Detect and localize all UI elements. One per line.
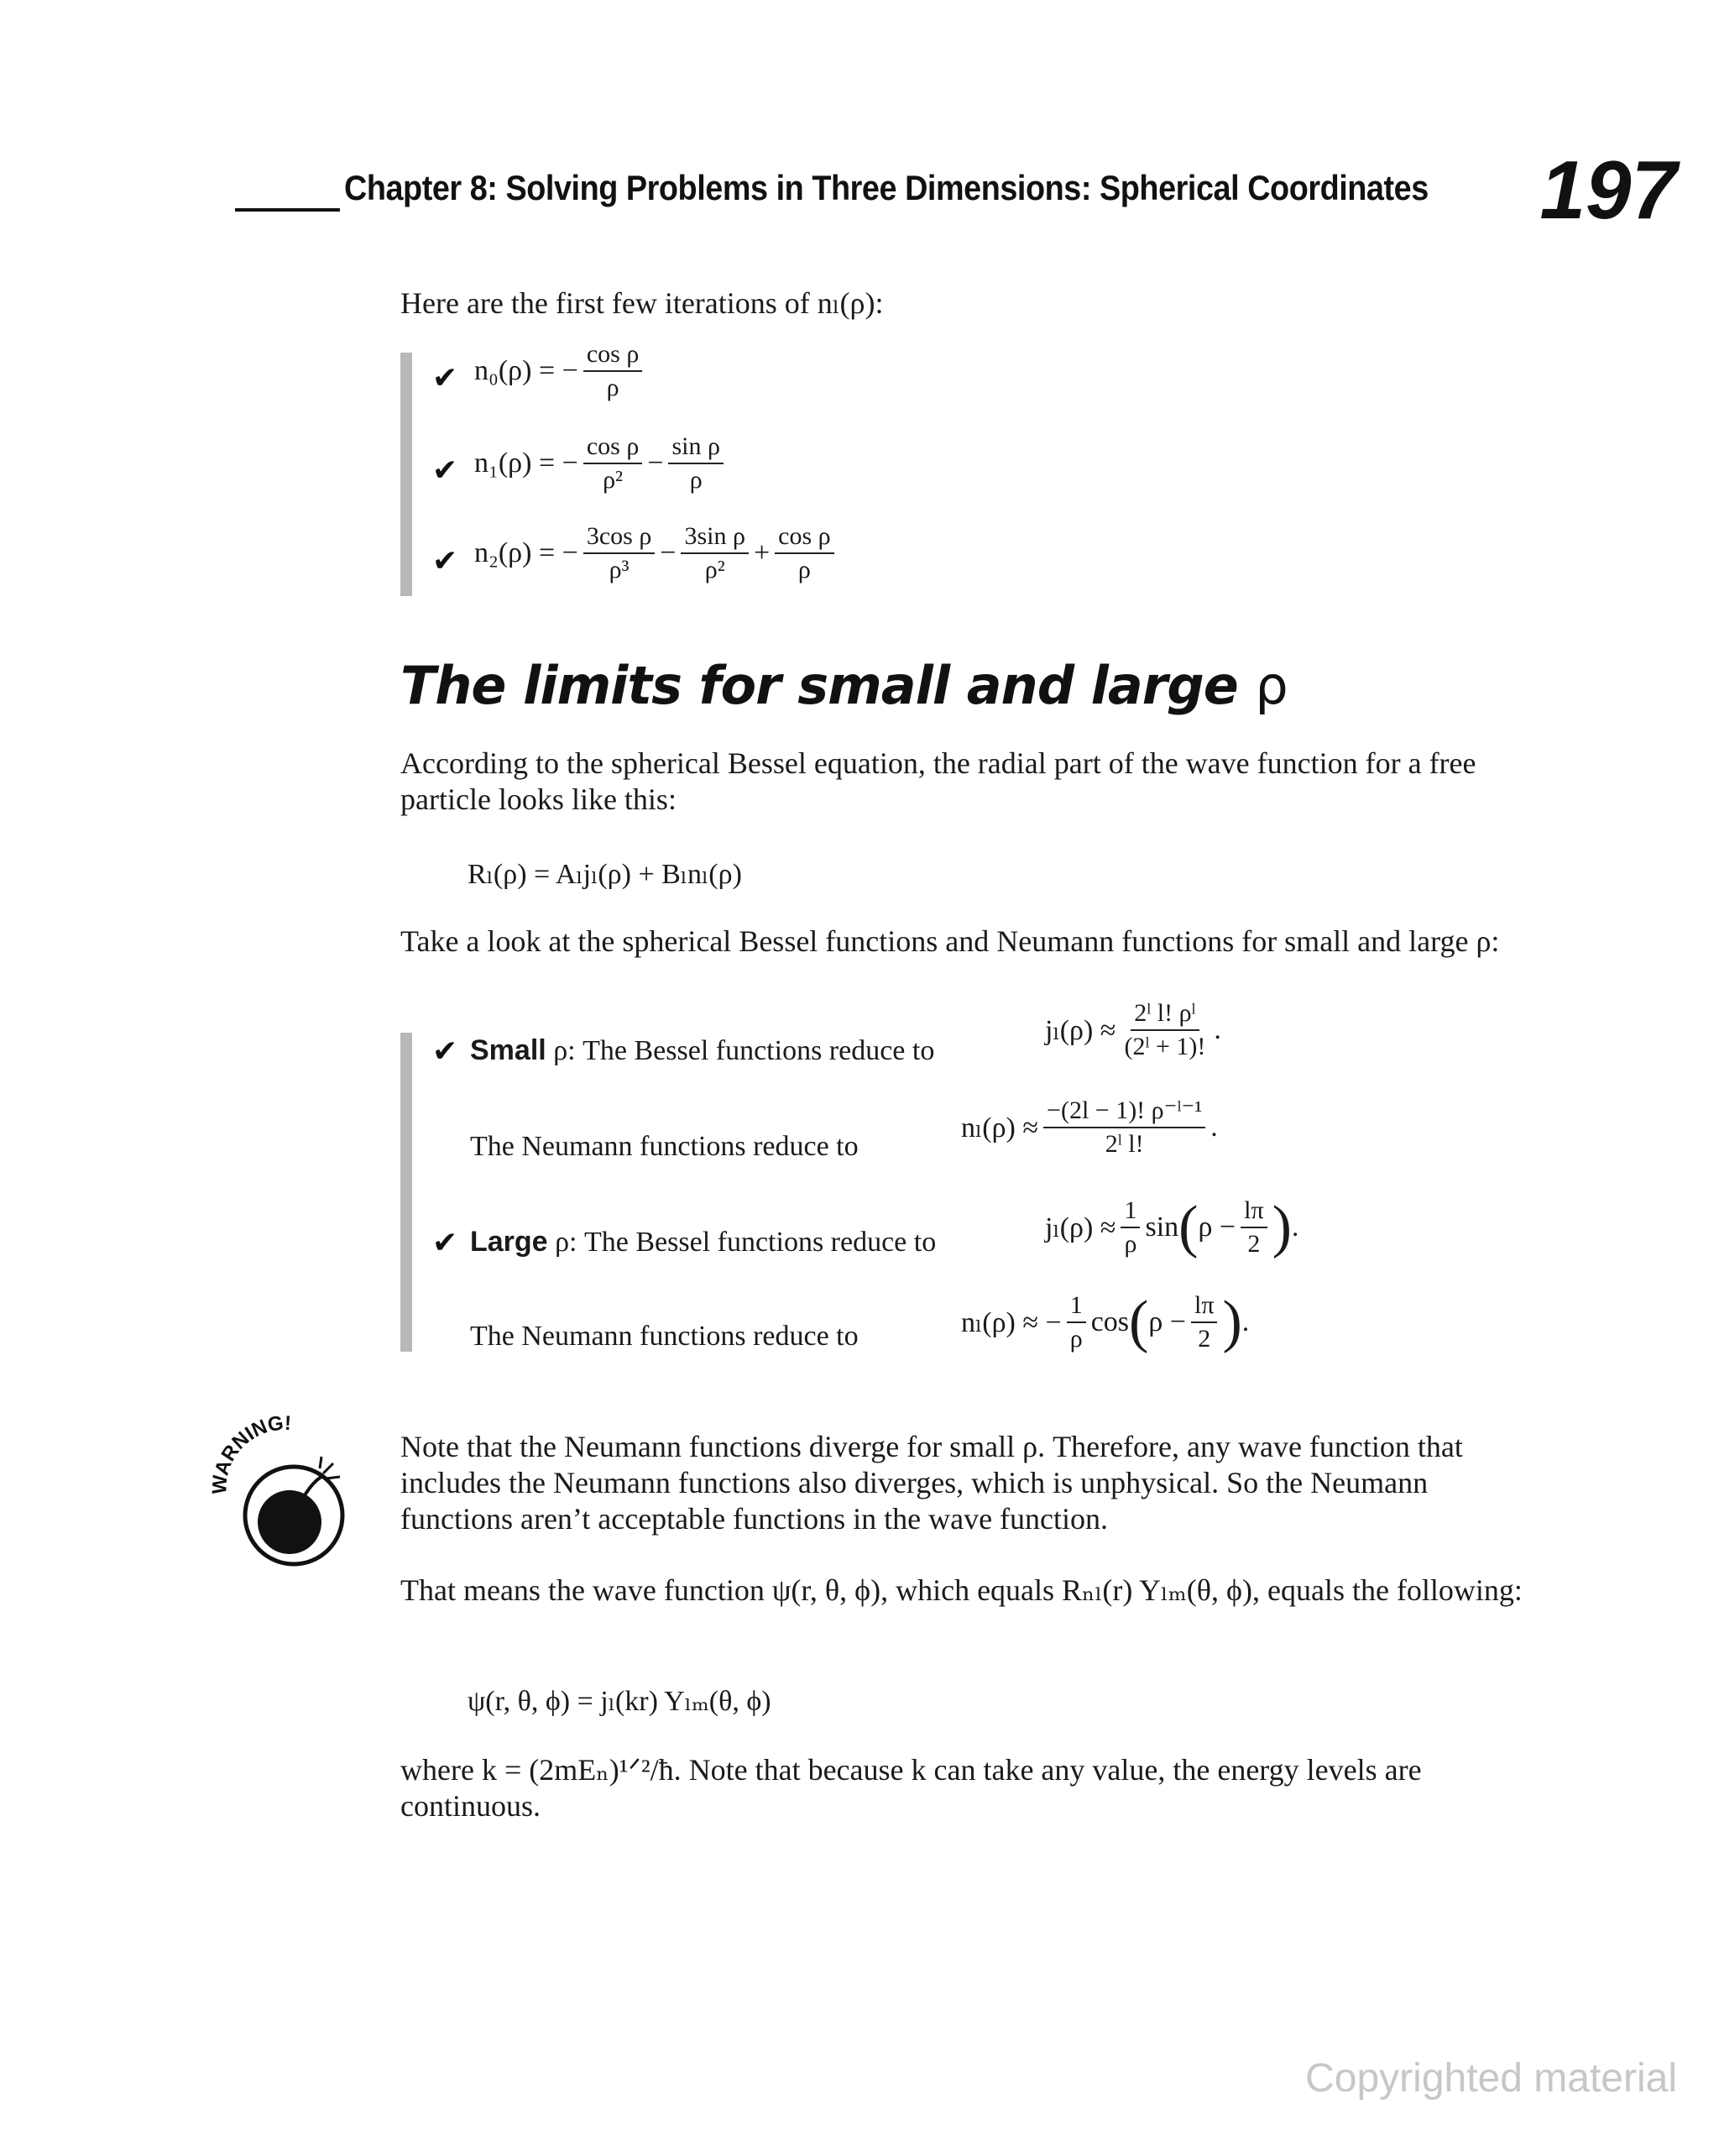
section-heading: The limits for small and large ρ	[400, 655, 1288, 716]
equation-radial: Rₗ(ρ) = Aₗjₗ(ρ) + Bₗnₗ(ρ)	[468, 859, 742, 890]
list-bar	[400, 1033, 412, 1352]
checkmark-icon: ✔	[432, 361, 458, 395]
formula-large-bessel: jₗ(ρ) ≈ $\frac{1}{\rho}$ sin ( ρ − $\frac{l\pi}{2}$ ) .	[1045, 1195, 1299, 1259]
formula-n2: n₂(ρ) = − $\frac{\text{3cos ρ}}{\text{ρ³}}$ − $\frac{\text{3sin ρ}}{\text{ρ²}}$ + $\frac{\text{cos ρ}}{\rho}$	[474, 522, 839, 584]
header-rule	[235, 208, 340, 212]
small-neumann-text: The Neumann functions reduce to	[470, 1131, 859, 1162]
formula-n0: n₀(ρ) = − $\frac{\text{cos ρ}}{\rho}$	[474, 340, 647, 402]
checkmark-icon: ✔	[432, 1034, 458, 1069]
warning-bomb-icon	[206, 1415, 365, 1574]
equation-wavefunction: ψ(r, θ, ϕ) = jₗ(kr) Yₗₘ(θ, ϕ)	[468, 1686, 771, 1717]
paragraph-wavefunction: That means the wave function ψ(r, θ, ϕ), which equals Rₙₗ(r) Yₗₘ(θ, ϕ), equals the following:	[400, 1573, 1523, 1607]
checkmark-icon: ✔	[432, 1226, 458, 1260]
formula-small-bessel: jₗ(ρ) ≈ $\frac{\text{2ˡ l! ρˡ}}{\text{(2ˡ + 1)!}}$ .	[1045, 999, 1221, 1060]
chapter-title: Chapter 8: Solving Problems in Three Dimensions: Spherical Coordinates	[344, 168, 1429, 207]
intro-text: Here are the first few iterations of nₗ(ρ):	[400, 286, 884, 320]
formula-large-neumann: nₗ(ρ) ≈ − $\frac{1}{\rho}$ cos ( ρ − $\frac{l\pi}{2}$ ) .	[961, 1290, 1250, 1354]
list-bar	[400, 353, 412, 596]
large-neumann-text: The Neumann functions reduce to	[470, 1321, 859, 1352]
checkmark-icon: ✔	[432, 453, 458, 488]
paragraph-limits: Take a look at the spherical Bessel functions and Neumann functions for small and large ρ:	[400, 924, 1500, 958]
paragraph-energy: where k = (2mEₙ)¹ᐟ²/ħ. Note that because k can take any value, the energy levels are continuous.	[400, 1753, 1422, 1823]
warning-label: WARNING!	[208, 1415, 292, 1495]
copyright-watermark: Copyrighted material	[1305, 2056, 1677, 2101]
formula-n1: n₁(ρ) = − $\frac{\text{cos ρ}}{\text{ρ²}}$ − $\frac{\text{sin ρ}}{\rho}$	[474, 432, 729, 495]
paragraph-warning: Note that the Neumann functions diverge for small ρ. Therefore, any wave function that includes the Neumann functions also diverges, which is unphysical. So the Neumann functions aren’t acceptable functions in the wave function.	[400, 1430, 1463, 1536]
small-rho-item: Small ρ: The Bessel functions reduce to	[470, 1034, 935, 1066]
page-number: 197	[1539, 144, 1677, 236]
checkmark-icon: ✔	[432, 544, 458, 578]
paragraph-radial: According to the spherical Bessel equation, the radial part of the wave function for a free particle looks like this:	[400, 746, 1476, 816]
formula-small-neumann: nₗ(ρ) ≈ $\frac{\text{−(2l − 1)! ρ⁻ˡ⁻¹}}{\text{2ˡ l!}}$ .	[961, 1096, 1218, 1158]
large-rho-item: Large ρ: The Bessel functions reduce to	[470, 1226, 937, 1258]
